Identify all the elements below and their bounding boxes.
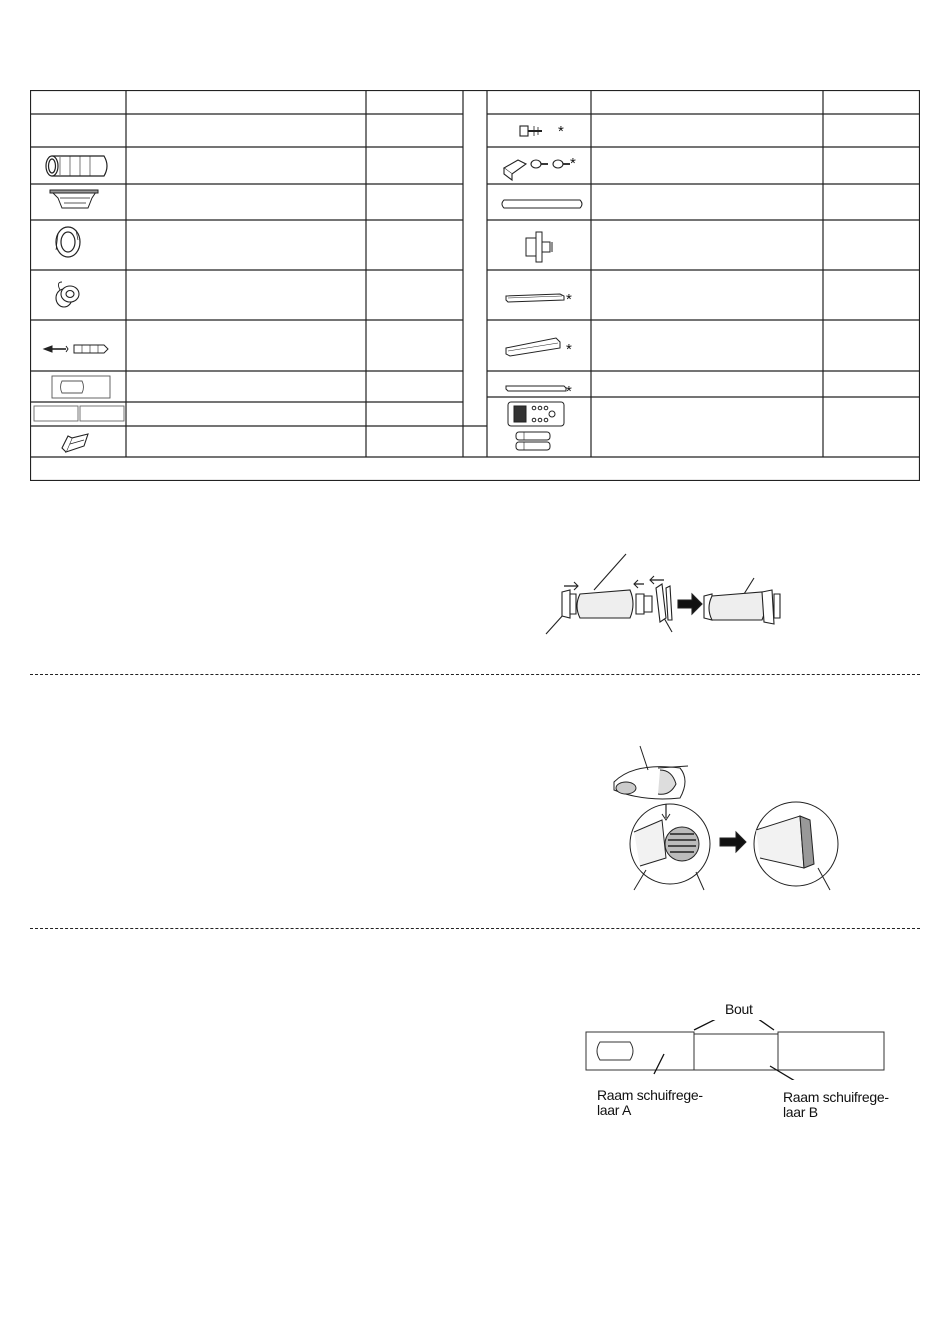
screw-and-anchor-icon	[44, 345, 108, 353]
section-divider	[30, 674, 920, 675]
hose-assembly-figure	[540, 548, 790, 648]
slider-a-label-line1: Raam schuifrege-	[597, 1087, 703, 1103]
slider-b-label	[783, 1090, 889, 1120]
slider-a-label	[597, 1088, 703, 1118]
lock-screw-icon	[520, 126, 542, 136]
section-divider	[30, 928, 920, 929]
remote-control-and-batteries-icon	[508, 402, 564, 450]
drain-tube-icon	[502, 200, 582, 208]
seal-clip-icon	[62, 434, 88, 452]
optional-marker: *	[558, 123, 564, 140]
table-grid	[30, 90, 920, 481]
exhaust-hose-icon	[46, 156, 107, 176]
window-slider-extension-icon	[34, 406, 124, 421]
bolt-label: Bout	[725, 1001, 753, 1017]
foam-seal-strip-thin-icon	[506, 386, 566, 391]
optional-marker: *	[570, 155, 576, 172]
window-slider-panel-icon	[52, 376, 110, 398]
foam-seal-strip-icon	[506, 294, 564, 302]
slider-b-label-line1: Raam schuifrege-	[783, 1089, 889, 1105]
drain-plug-icon	[56, 282, 79, 307]
optional-marker: *	[566, 291, 572, 308]
foam-seal-strip-wide-icon	[506, 338, 560, 356]
optional-marker: *	[566, 341, 572, 358]
accessories-table	[30, 90, 920, 481]
hose-adapter-nozzle-icon	[526, 232, 552, 262]
hose-attach-figure	[604, 740, 854, 900]
slider-b-label-line2: laar B	[783, 1104, 818, 1120]
hose-connector-ring-icon	[56, 227, 80, 257]
window-kit-figure	[584, 1020, 894, 1080]
bracket-and-screws-icon	[504, 160, 570, 180]
slider-a-label-line2: laar A	[597, 1102, 631, 1118]
optional-marker: *	[566, 383, 572, 400]
window-adapter-icon	[50, 190, 98, 208]
